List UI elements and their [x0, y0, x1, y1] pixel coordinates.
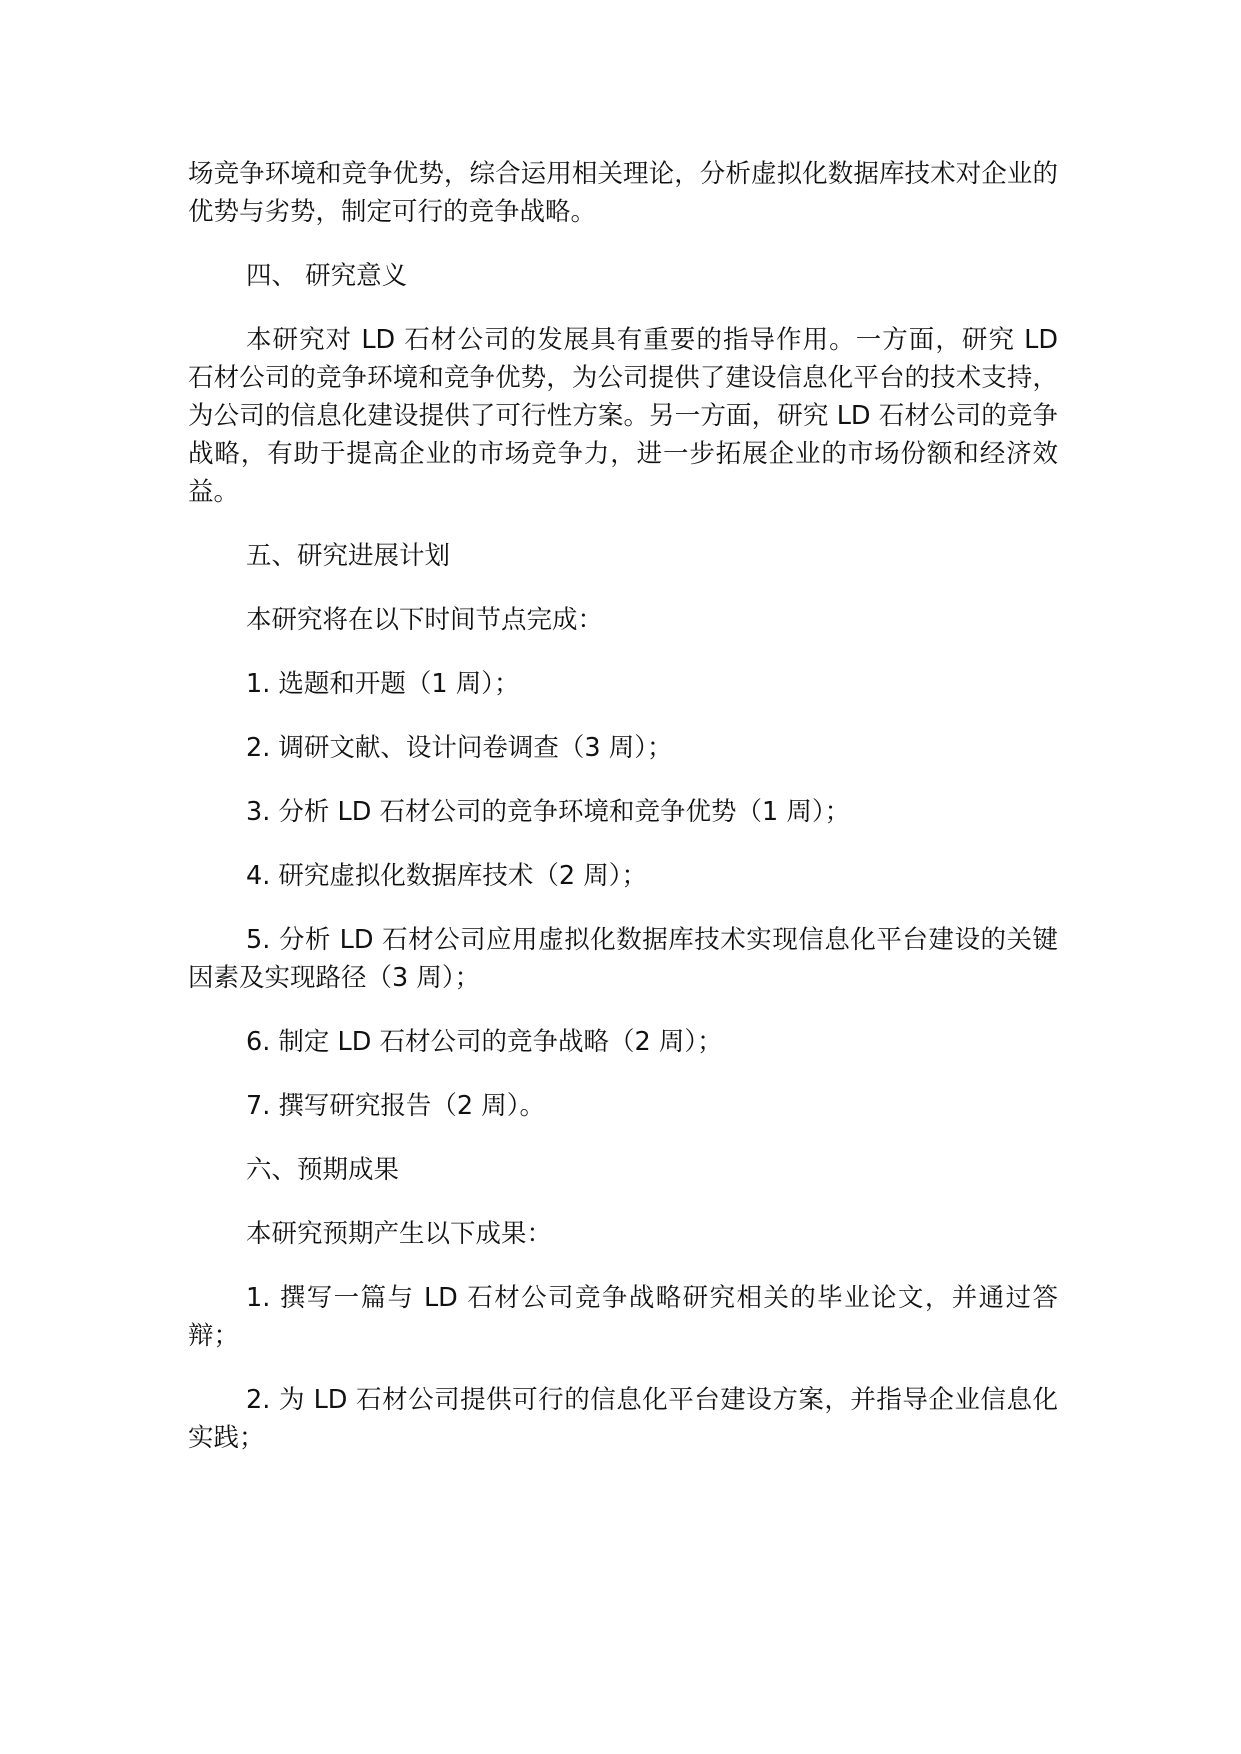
- plan-item-4: 4. 研究虚拟化数据库技术（2 周）；: [246, 861, 648, 891]
- plan-item-2: 2. 调研文献、设计问卷调查（3 周）；: [246, 733, 673, 763]
- paragraph-plan-intro: 本研究将在以下时间节点完成：: [246, 605, 604, 635]
- result-item-1: 1. 撰写一篇与 LD 石材公司竞争战略研究相关的毕业论文，并通过答辩；: [188, 1283, 1058, 1351]
- result-item-2: 2. 为 LD 石材公司提供可行的信息化平台建设方案，并指导企业信息化实践；: [188, 1385, 1058, 1453]
- plan-item-3: 3. 分析 LD 石材公司的竞争环境和竞争优势（1 周）；: [246, 797, 851, 827]
- plan-item-6: 6. 制定 LD 石材公司的竞争战略（2 周）；: [246, 1027, 723, 1057]
- paragraph-results-intro: 本研究预期产生以下成果：: [246, 1219, 553, 1249]
- plan-item-7: 7. 撰写研究报告（2 周）。: [246, 1091, 546, 1121]
- plan-item-1: 1. 选题和开题（1 周）；: [246, 669, 520, 699]
- section-heading-progress-plan: 五、研究进展计划: [246, 541, 451, 571]
- paragraph-research-significance: 本研究对 LD 石材公司的发展具有重要的指导作用。一方面，研究 LD 石材公司的竞争环境和竞争优势，为公司提供了建设信息化平台的技术支持，为公司的信息化建设提供了可行性方案。另一方面，研究 LD 石材公司的竞争战略，有助于提高企业的市场竞争力，进一步拓展企业的市场份额和经济效益。: [188, 325, 1058, 507]
- plan-item-5: 5. 分析 LD 石材公司应用虚拟化数据库技术实现信息化平台建设的关键因素及实现路径（3 周）；: [188, 925, 1058, 993]
- section-heading-research-significance: 四、 研究意义: [246, 261, 408, 291]
- section-heading-expected-results: 六、预期成果: [246, 1155, 400, 1185]
- continued-paragraph: 场竞争环境和竞争优势，综合运用相关理论，分析虚拟化数据库技术对企业的优势与劣势，制定可行的竞争战略。: [188, 159, 1058, 227]
- document-body: [188, 155, 1058, 1483]
